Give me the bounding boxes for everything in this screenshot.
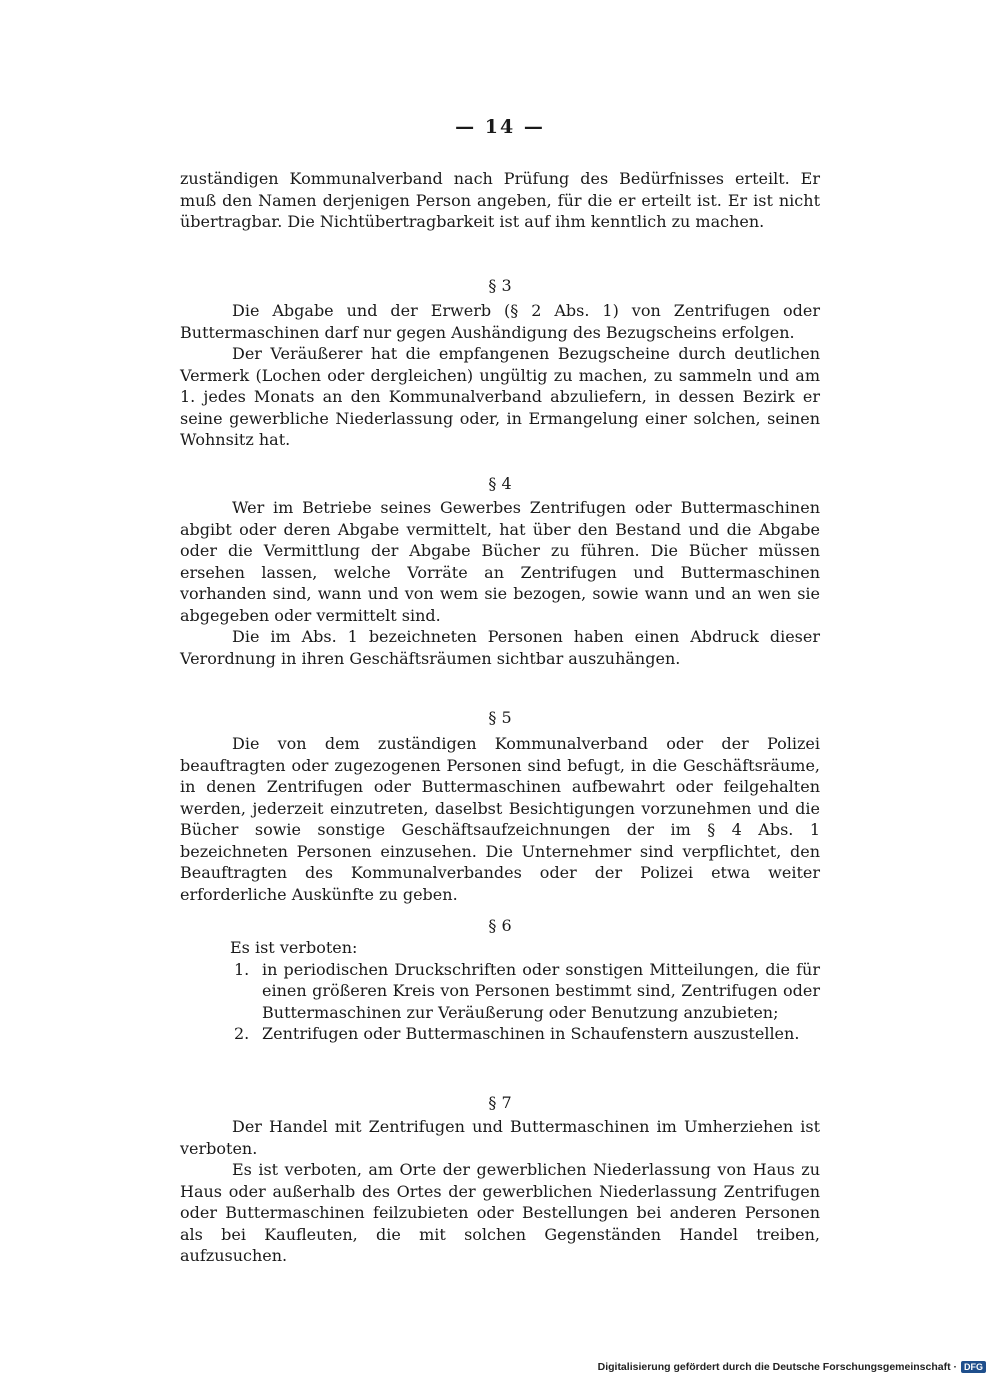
dfg-logo: DFG [961, 1361, 986, 1373]
section-6-list-item [180, 959, 820, 1024]
section-3-paragraph-2: Der Veräußerer hat die empfangenen Bezugscheine durch deutlichen Vermerk (Lochen oder dergleichen) ungültig zu machen, zu sammeln und am 1. jedes Monats an den Kommunalverband abzuliefern, in dessen Bezirk er seine gewerbliche Niederlassung oder, in Ermangelung einer solchen, seinen Wohnsitz hat. [180, 344, 820, 449]
section-4-paragraph-1: Wer im Betriebe seines Gewerbes Zentrifugen oder Buttermaschinen abgibt oder deren Abgabe vermittelt, hat über den Bestand und die Abgabe oder die Vermittlung der Abgabe Bücher zu führen. Die Bücher müssen ersehen lassen, welche Vorräte an Zentrifugen und Buttermaschinen vorhanden sind, wann und von wem sie bezogen, sowie wann und an wen sie abgegeben oder vermittelt sind. [180, 498, 820, 625]
list-item-number: 1. [234, 959, 250, 979]
section-6-body [180, 937, 820, 1045]
list-item-number: 2. [234, 1024, 250, 1043]
list-item-text: Zentrifugen oder Buttermaschinen in Schaufenstern auszustellen. [262, 1024, 800, 1043]
section-heading-7: § 7 [488, 1093, 512, 1112]
section-7-paragraph-1: Der Handel mit Zentrifugen und Buttermaschinen im Umherziehen ist verboten. [180, 1117, 820, 1158]
section-3-paragraph-1: Die Abgabe und der Erwerb (§ 2 Abs. 1) von Zentrifugen oder Buttermaschinen darf nur gegen Aushändigung des Bezugscheins erfolgen. [180, 301, 820, 342]
section-3-body [180, 300, 820, 451]
list-item-text: in periodischen Druckschriften oder sonstigen Mitteilungen, die für einen größeren Kreis von Personen bestimmt sind, Zentrifugen oder Buttermaschinen zur Veräußerung oder Benutzung anzubieten; [262, 959, 820, 1022]
section-heading-4: § 4 [488, 474, 512, 493]
page-number: — 14 — [455, 116, 545, 138]
continuation-text: zuständigen Kommunalverband nach Prüfung des Bedürfnisses erteilt. Er muß den Namen derjenigen Person angeben, für die er erteilt ist. Er ist nicht übertragbar. Die Nichtübertragbarkeit ist auf ihm kenntlich zu machen. [180, 169, 820, 231]
section-6-intro: Es ist verboten: [230, 938, 358, 957]
continuation-paragraph [180, 168, 820, 233]
section-heading-6: § 6 [488, 916, 512, 935]
section-5-body [180, 733, 820, 905]
section-5-paragraph-1: Die von dem zuständigen Kommunalverband oder der Polizei beauftragten oder zugezogenen Personen sind befugt, in die Geschäftsräume, in denen Zentrifugen oder Buttermaschinen aufbewahrt oder feilgehalten werden, jederzeit einzutreten, daselbst Besichtigungen vorzunehmen und die Bücher sowie sonstige Geschäftsaufzeichnungen der im § 4 Abs. 1 bezeichneten Personen einzusehen. Die Unternehmer sind verpflichtet, den Beauftragten des Kommunalverbandes oder der Polizei etwa weiter erforderliche Auskünfte zu geben. [180, 734, 820, 904]
section-7-paragraph-2: Es ist verboten, am Orte der gewerblichen Niederlassung von Haus zu Haus oder außerhalb des Ortes der gewerblichen Niederlassung Zentrifugen oder Buttermaschinen feilzubieten oder Bestellungen bei anderen Personen als bei Kaufleuten, die mit solchen Gegenständen Handel treiben, aufzusuchen. [180, 1160, 820, 1265]
footer-text: Digitalisierung gefördert durch die Deutsche Forschungsgemeinschaft · [597, 1361, 957, 1373]
digitization-footer [598, 1361, 986, 1373]
section-6-list-item [180, 1023, 820, 1045]
section-4-body [180, 497, 820, 669]
section-heading-3: § 3 [488, 276, 512, 295]
section-heading-5: § 5 [488, 708, 512, 727]
section-4-paragraph-2: Die im Abs. 1 bezeichneten Personen haben einen Abdruck dieser Verordnung in ihren Geschäftsräumen sichtbar auszuhängen. [180, 627, 820, 668]
section-7-body [180, 1116, 820, 1267]
